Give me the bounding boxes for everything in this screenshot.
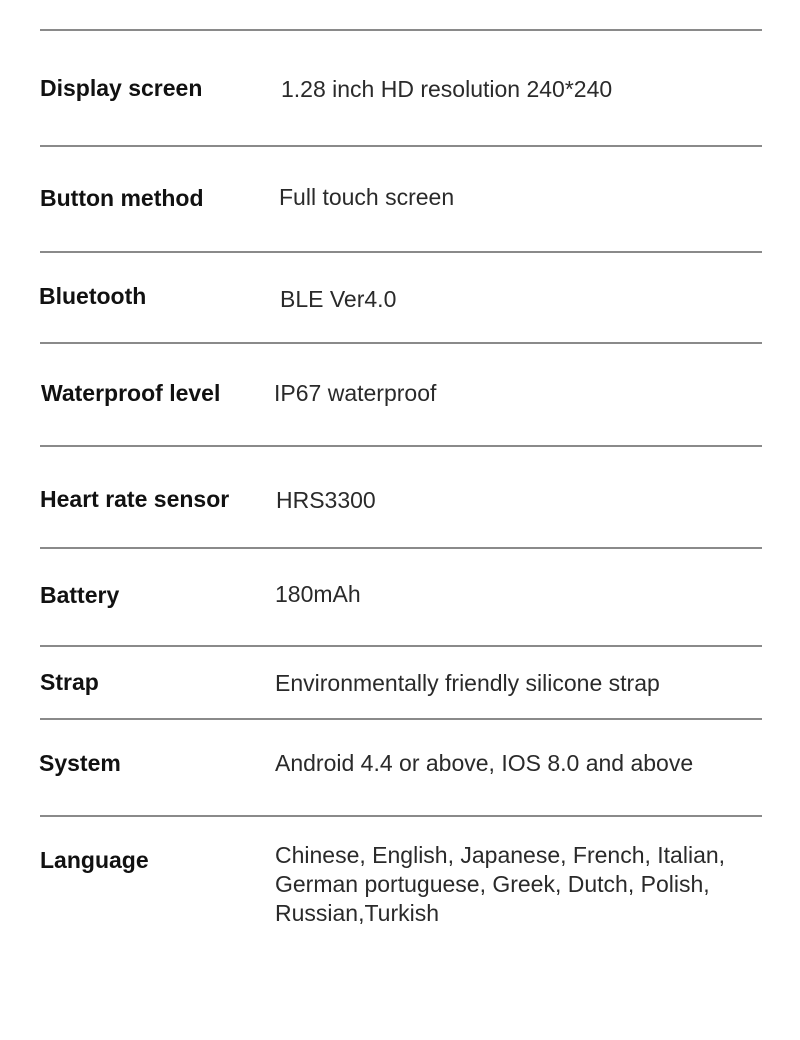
spec-value [276, 486, 376, 515]
spec-value [275, 749, 693, 778]
spec-value [280, 285, 396, 314]
spec-value-line: Environmentally friendly silicone strap [275, 670, 660, 696]
spec-label: Display screen [40, 75, 203, 101]
spec-value-line: Chinese, English, Japanese, French, Italian, [275, 842, 726, 868]
spec-row-battery [40, 549, 762, 647]
spec-row-button-method [40, 147, 762, 253]
spec-label: Battery [40, 582, 120, 608]
spec-value [275, 669, 660, 698]
spec-value-line: BLE Ver4.0 [280, 286, 397, 312]
spec-value [275, 580, 361, 609]
spec-row-language [40, 817, 762, 957]
spec-value-line: German portuguese, Greek, Dutch, Polish, [275, 871, 710, 897]
spec-value-line: HRS3300 [276, 487, 376, 513]
spec-value-line: Full touch screen [279, 184, 455, 210]
spec-row-heart-rate-sensor [40, 447, 762, 549]
spec-table [40, 29, 762, 957]
spec-label: Bluetooth [39, 283, 147, 309]
spec-value-line: IP67 waterproof [274, 380, 437, 406]
spec-label: Language [40, 847, 149, 873]
spec-label: Waterproof level [41, 380, 221, 406]
spec-row-strap [40, 647, 762, 720]
spec-row-waterproof-level [40, 344, 762, 447]
spec-value-line: Russian,Turkish [275, 900, 440, 926]
spec-value [274, 379, 436, 408]
spec-row-bluetooth [40, 253, 762, 344]
spec-label: System [39, 750, 121, 776]
spec-label: Heart rate sensor [40, 486, 230, 512]
spec-label: Button method [40, 185, 204, 211]
spec-value [281, 75, 612, 104]
spec-label: Strap [40, 669, 99, 695]
spec-row-system [40, 720, 762, 817]
spec-value [279, 183, 454, 212]
spec-value [275, 841, 725, 928]
spec-value-line: Android 4.4 or above, IOS 8.0 and above [275, 750, 694, 776]
spec-value-line: 180mAh [275, 581, 361, 607]
spec-value-line: 1.28 inch HD resolution 240*240 [281, 76, 613, 102]
spec-row-display-screen [40, 31, 762, 147]
